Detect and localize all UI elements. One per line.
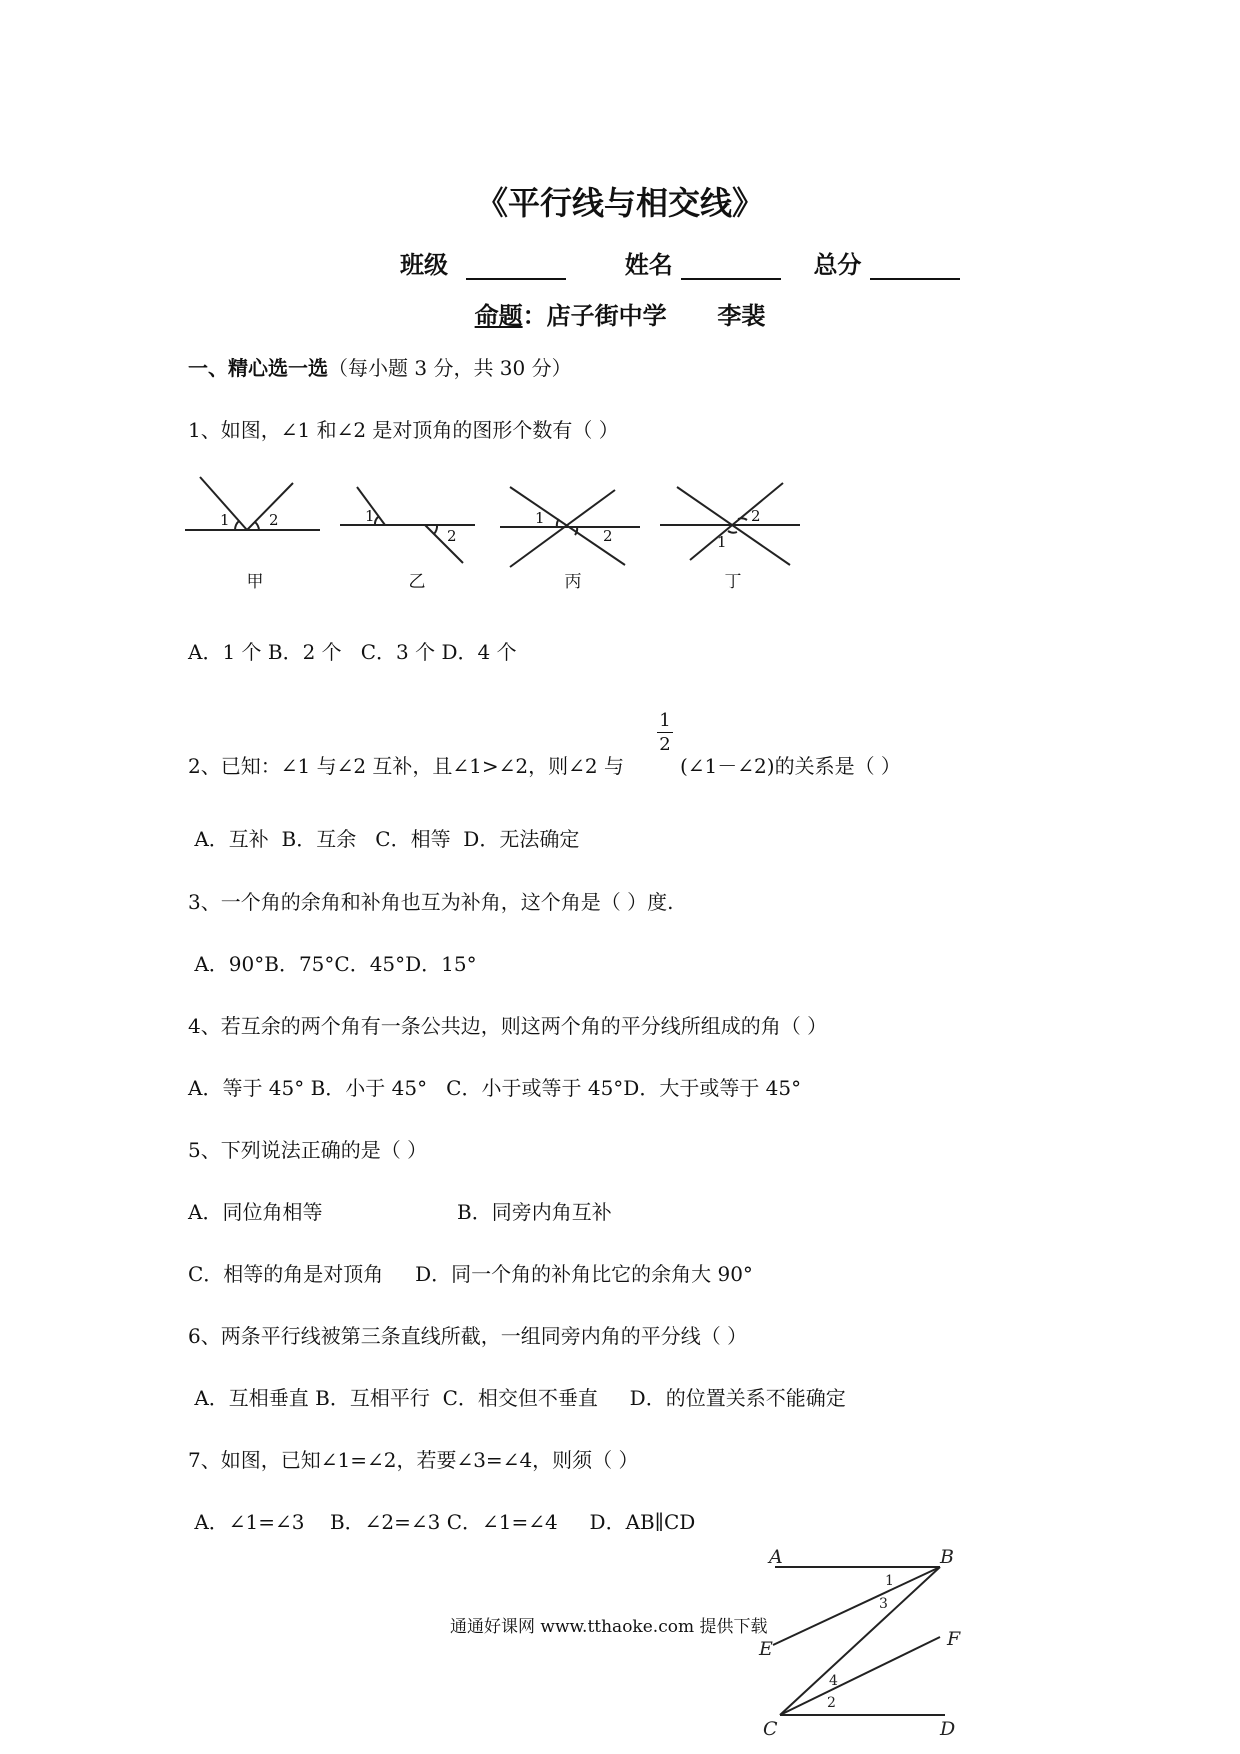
q2-options: A．互补 B．互余 C．相等 D．无法确定 <box>188 827 580 851</box>
section-heading <box>188 352 572 381</box>
author-label: 命题 <box>474 301 523 330</box>
q3-options: A．90°B．75°C．45°D．15° <box>188 952 477 976</box>
author-school: 店子街中学 <box>546 301 667 330</box>
author-colon: ： <box>522 301 547 330</box>
figure-label-bing: 丙 <box>564 572 582 592</box>
q4-stem: 4、若互余的两个角有一条公共边，则这两个角的平分线所组成的角（ ） <box>188 1014 828 1038</box>
section-title: 一、精心选一选 <box>188 356 328 380</box>
fraction-denominator: 2 <box>659 734 671 755</box>
author-teacher: 李裴 <box>717 301 766 330</box>
author-line <box>0 296 1240 331</box>
student-info-line <box>400 245 960 280</box>
q5-option-b: B．同旁内角互补 <box>457 1200 612 1224</box>
point-b: B <box>940 1546 954 1568</box>
jia-angle-1: 1 <box>220 511 230 529</box>
name-label: 姓名 <box>624 250 673 279</box>
q2-stem-a: 2、已知：∠1 与∠2 互补，且∠1>∠2，则∠2 与 <box>188 754 624 778</box>
q7-angle-2: 2 <box>827 1695 836 1711</box>
q2-stem-b: (∠1－∠2)的关系是（ ） <box>680 754 901 778</box>
q7-angle-4: 4 <box>829 1673 838 1689</box>
yi-angle-2: 2 <box>447 527 457 545</box>
q5-option-cd: C．相等的角是对顶角 D．同一个角的补角比它的余角大 90° <box>188 1262 753 1286</box>
q7-figure <box>755 1545 985 1745</box>
point-a: A <box>769 1546 783 1568</box>
q5-option-a: A．同位角相等 <box>188 1200 323 1224</box>
class-label: 班级 <box>400 250 448 279</box>
yi-angle-1: 1 <box>365 507 375 525</box>
point-f: F <box>947 1628 961 1650</box>
q7-options: A．∠1=∠3 B．∠2=∠3 C．∠1=∠4 D．AB∥CD <box>188 1510 696 1534</box>
name-blank <box>681 254 781 280</box>
q5-stem: 5、下列说法正确的是（ ） <box>188 1138 428 1162</box>
q4-options: A．等于 45° B．小于 45° C．小于或等于 45°D．大于或等于 45° <box>188 1076 802 1100</box>
q7-angle-1: 1 <box>885 1573 894 1589</box>
bing-angle-2: 2 <box>603 527 613 545</box>
q6-options: A．互相垂直 B．互相平行 C．相交但不垂直 D．的位置关系不能确定 <box>188 1386 846 1410</box>
class-blank <box>466 254 566 280</box>
point-c: C <box>763 1718 778 1740</box>
bing-angle-1: 1 <box>535 509 545 527</box>
score-blank <box>870 254 960 280</box>
q7-stem: 7、如图，已知∠1=∠2，若要∠3=∠4，则须（ ） <box>188 1448 639 1472</box>
fraction-numerator: 1 <box>659 710 671 731</box>
score-label: 总分 <box>813 250 862 279</box>
figure-label-jia: 甲 <box>246 572 264 592</box>
jia-angle-2: 2 <box>269 511 279 529</box>
point-e: E <box>759 1638 773 1660</box>
q3-stem: 3、一个角的余角和补角也互为补角，这个角是（ ）度. <box>188 890 674 914</box>
point-d: D <box>940 1718 956 1740</box>
q7-angle-3: 3 <box>879 1596 888 1612</box>
figure-label-yi: 乙 <box>408 572 426 592</box>
q1-figures <box>185 475 815 595</box>
q1-stem: 1、如图，∠1 和∠2 是对顶角的图形个数有（ ） <box>188 418 619 442</box>
page-title: 《平行线与相交线》 <box>475 184 764 222</box>
q1-options: A．1 个 B．2 个 C．3 个 D．4 个 <box>188 640 517 664</box>
ding-angle-1: 1 <box>717 533 727 551</box>
section-note: （每小题 3 分，共 30 分） <box>328 356 572 380</box>
fraction-bar <box>657 732 673 733</box>
footer-watermark: 通通好课网 www.tthaoke.com 提供下载 <box>450 1617 768 1637</box>
q2-fraction <box>657 710 673 755</box>
q6-stem: 6、两条平行线被第三条直线所截，一组同旁内角的平分线（ ） <box>188 1324 748 1348</box>
ding-angle-2: 2 <box>751 507 761 525</box>
figure-label-ding: 丁 <box>724 572 742 592</box>
